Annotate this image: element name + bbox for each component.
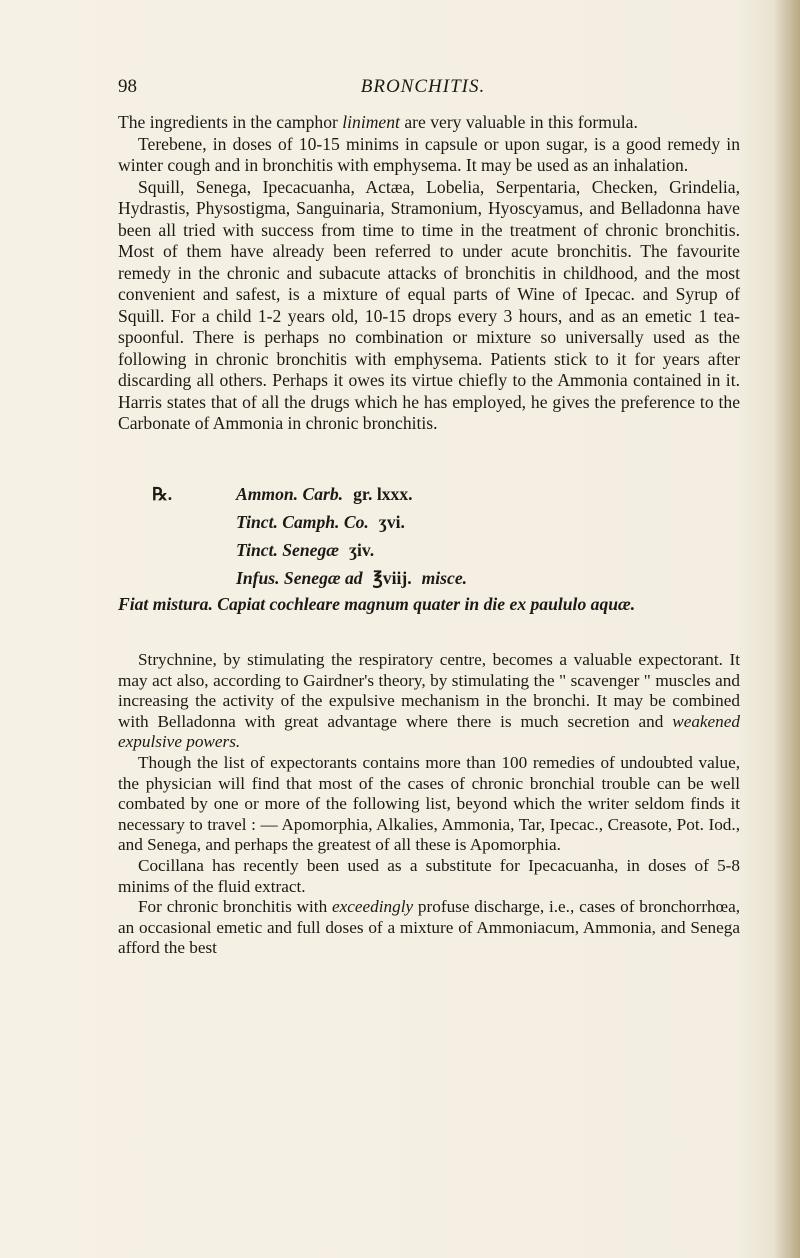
recipe-symbol: ℞.	[152, 484, 173, 504]
paragraph-camphor-liniment	[118, 112, 740, 134]
paragraph-cocillana: Cocillana has recently been used as a substitute for Ipecacuanha, in doses of 5-8 minims of the fluid extract.	[118, 855, 740, 896]
ingredient-name: Ammon. Carb.	[236, 484, 344, 504]
italic-term: liniment	[342, 112, 400, 132]
prescription-ingredient	[236, 536, 374, 564]
ingredient-quantity: gr. lxxx.	[353, 484, 413, 504]
paragraph-text: For chronic bronchitis with	[138, 897, 332, 917]
prescription-ingredient	[236, 480, 413, 508]
paragraph-terebene: Terebene, in doses of 10-15 minims in capsule or upon sugar, is a good remedy in winter cough and in bronchitis with emphysema. It may be used as an inhalation.	[118, 133, 740, 175]
paragraph-bronchorrhoea	[118, 897, 740, 959]
page-header	[118, 76, 728, 104]
paragraph-text: are very valuable in this formula.	[399, 112, 638, 132]
prescription-instruction: misce.	[421, 568, 468, 588]
ingredient-name: Tinct. Senegæ	[236, 540, 339, 560]
prescription-ingredient	[236, 508, 405, 536]
prescription-ingredient	[236, 564, 467, 592]
prescription-line	[152, 564, 752, 592]
ingredient-name: Infus. Senegæ ad	[236, 568, 363, 588]
ingredient-quantity: ʒiv.	[348, 540, 375, 560]
prescription-line	[152, 536, 752, 564]
upper-text-block	[118, 112, 740, 435]
prescription-line	[152, 480, 752, 508]
paragraph-text: The ingredients in the camphor	[118, 112, 343, 132]
page-edge-shadow	[774, 0, 800, 1258]
paragraph-text: Strychnine, by stimulating the respiratory centre, becomes a valuable expectorant. It may act also, according to Gairdner's theory, by stimulating the " scavenger " muscles and increasing the activity of the expulsive mechanism in the bronchi. It may be combined with Belladonna with great advantage where there is much secretion and	[118, 650, 740, 731]
ingredient-quantity: ʒvi.	[378, 512, 405, 532]
prescription-line	[152, 508, 752, 536]
prescription	[152, 480, 752, 592]
paragraph-expectorants: Though the list of expectorants contains more than 100 remedies of undoubted value, the physician will find that most of the cases of chronic bronchial trouble can be well combated by one or more of the following list, beyond which the writer seldom finds it necessary to travel : — Apomorphia, Alkalies, Ammonia, Tar, Ipecac., Creasote, Pot. Iod., and Senega, and perhaps the greatest of all these is Apomorphia.	[118, 752, 740, 855]
ingredient-name: Tinct. Camph. Co.	[236, 512, 369, 532]
ingredient-quantity: ℥viij.	[372, 568, 412, 588]
paragraph-squill: Squill, Senega, Ipecacuanha, Actæa, Lobelia, Serpentaria, Checken, Grindelia, Hydrastis, Physostigma, Sanguinaria, Stramonium, Hyoscyamus, and Belladonna have been all tried with success from time to time in the treatment of chronic bronchitis. Most of them have already been referred to under acute bronchitis. The favourite remedy in the chronic and subacute attacks of bronchitis in childhood, and the most convenient and safest, is a mixture of equal parts of Wine of Ipecac. and Syrup of Squill. For a child 1-2 years old, 10-15 drops every 3 hours, and as an emetic 1 tea-spoonful. There is perhaps no combination or mixture so universally used as the following in chronic bronchitis with emphysema. Patients stick to it for years after discarding all others. Perhaps it owes its virtue chiefly to the Ammonia contained in it. Harris states that of all the drugs which he has employed, he gives the preference to the Carbonate of Ammonia in chronic bronchitis.	[118, 176, 740, 433]
prescription-directions: Fiat mistura. Capiat cochleare magnum quater in die ex paululo aquæ.	[118, 594, 636, 614]
page-number: 98	[118, 76, 137, 97]
lower-text-block	[118, 650, 740, 959]
italic-term: weakened expulsive powers.	[118, 711, 740, 752]
paragraph-text: profuse discharge, i.e., cases of bronchorrhœa, an occasional emetic and full doses of a mixture of Ammoniacum, Ammonia, and Senega afford the best	[118, 897, 740, 958]
paragraph-strychnine	[118, 650, 740, 753]
running-head: BRONCHITIS.	[360, 76, 486, 97]
italic-term: exceedingly	[332, 897, 414, 917]
